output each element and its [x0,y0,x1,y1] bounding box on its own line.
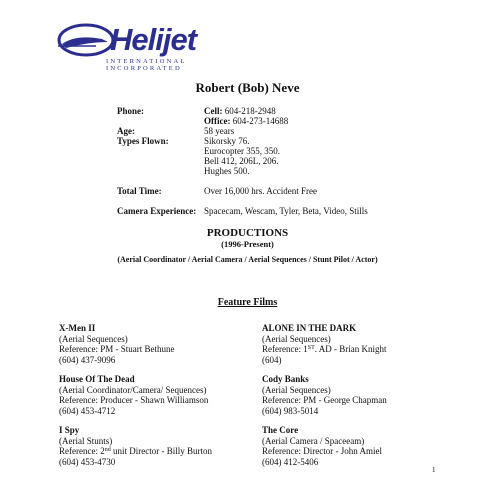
productions-title: PRODUCTIONS [206,227,289,239]
types-label: Types Flown: [117,136,169,146]
info-block [0,0,495,230]
ref-text: unit Director - Billy Burton [110,446,212,456]
ref-superscript: nd [104,447,111,453]
film-phone: (604) 453-4712 [59,405,116,416]
film-role: (Aerial Sequences) [59,333,128,344]
film-phone: (604) 983-5014 [262,405,319,416]
film-phone: (604) 453-4730 [59,456,116,467]
film-title: X-Men II [59,323,96,333]
ref-text: Reference: 1 [262,344,308,354]
film-role: (Aerial Camera / Spaceeam) [262,435,365,446]
camera-label: Camera Experience: [117,206,197,216]
film-entry [59,425,249,467]
film-title: ALONE IN THE DARK [262,323,357,333]
office-label: Office: [204,116,231,126]
cell-label: Cell: [204,106,223,116]
film-phone: (604) 437-9096 [59,354,116,365]
office-line [204,116,288,127]
feature-films-title: Feature Films [217,297,278,308]
film-entry [59,374,249,416]
film-title: I Spy [59,425,80,435]
film-reference [59,446,249,457]
brand-name: Helijet [110,22,197,57]
film-role: (Aerial Sequences) [262,384,331,395]
total-time-value: Over 16,000 hrs. Accident Free [204,186,317,196]
films-left-column [59,323,249,476]
film-title: House Of The Dead [59,374,135,384]
productions-roles: (Aerial Coordinator / Aerial Camera / Aerial Sequences / Stunt Pilot / Actor) [117,255,378,264]
cell-value: 604-218-2948 [224,106,276,116]
film-role: (Aerial Stunts) [59,435,113,446]
age-label: Age: [117,126,135,136]
film-entry [59,323,249,365]
film-entry [262,374,452,416]
film-phone: (604) 412-5406 [262,456,319,467]
film-reference [262,344,452,355]
types-item: Bell 412, 206L, 206. [204,156,279,166]
age-value: 58 years [204,126,235,136]
productions-years: (1996-Present) [221,239,274,249]
total-time-label: Total Time: [117,186,162,196]
page-number: 1 [432,466,436,474]
phone-label: Phone: [117,106,144,116]
film-reference: Reference: PM - George Chapman [262,395,387,405]
person-name: Robert (Bob) Neve [195,80,300,95]
brand-tagline: INTERNATIONAL INCORPORATED [106,58,187,72]
film-role: (Aerial Coordinator/Camera/ Sequences) [59,384,207,395]
film-entry [262,425,452,467]
film-reference: Reference: PM - Stuart Bethune [59,344,175,354]
types-item: Eurocopter 355, 350. [204,146,280,156]
office-value: 604-273-14688 [232,116,289,126]
cell-line [204,106,276,117]
film-entry [262,323,452,365]
film-reference: Reference: Producer - Shawn Williamson [59,395,209,405]
film-phone: (604) [262,354,282,365]
ref-text: Reference: 2 [59,446,105,456]
film-title: Cody Banks [262,374,309,384]
camera-value: Spacecam, Wescam, Tyler, Beta, Video, Stills [204,206,368,216]
ref-superscript: ST [307,345,315,351]
types-item: Sikorsky 76. [204,136,250,146]
types-item: Hughes 500. [204,166,250,176]
films-right-column [262,323,452,476]
ref-text: . AD - Brian Knight [314,344,387,354]
film-title: The Core [262,425,299,435]
film-reference: Reference: Director - John Amiel [262,446,382,456]
film-role: (Aerial Sequences) [262,333,331,344]
